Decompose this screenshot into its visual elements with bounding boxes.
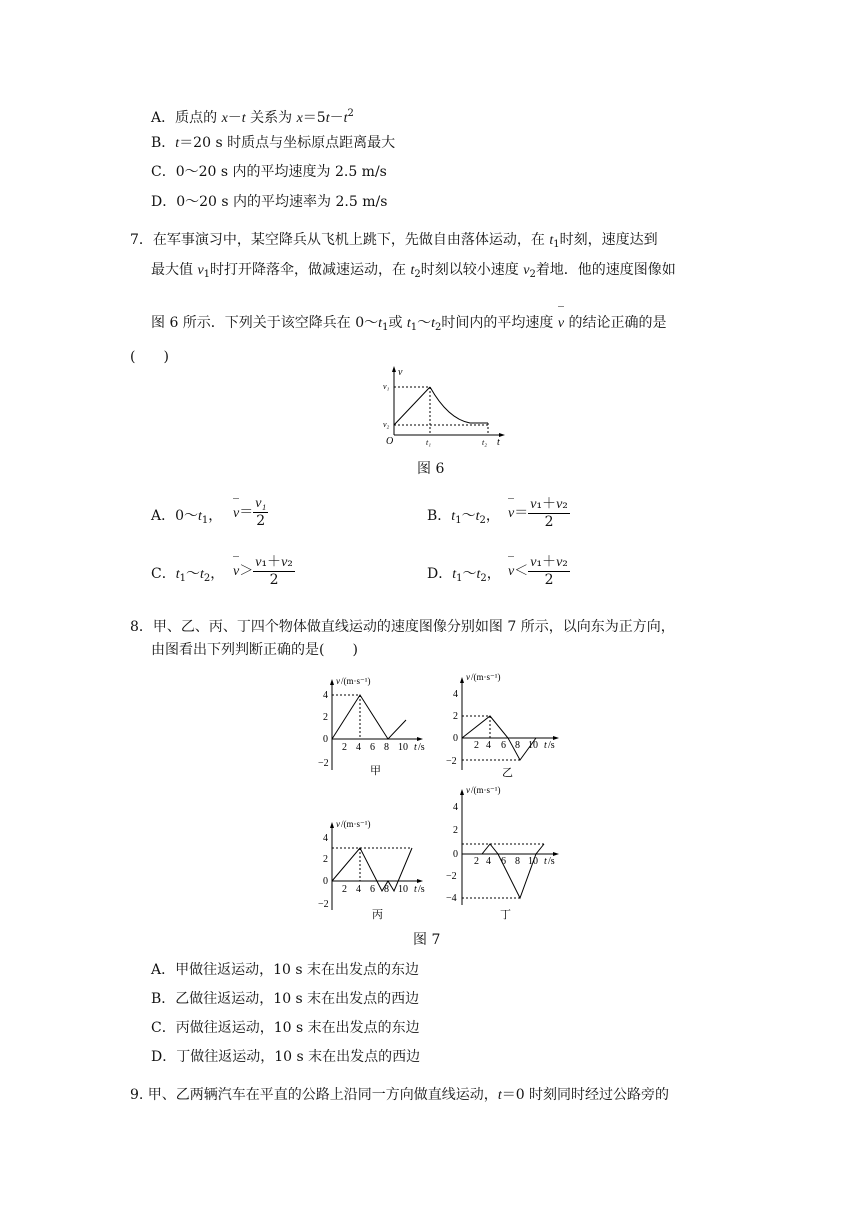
- svg-text:0: 0: [323, 734, 328, 745]
- svg-text:4: 4: [323, 690, 328, 701]
- q7-stem-line2: 最大值 $v_1$时打开降落伞，做减速运动，在 $t_2$时刻以较小速度 $v_2$着地．他的速度图像如: [151, 262, 676, 280]
- q8-stem-line1: 8．甲、乙、丙、丁四个物体做直线运动的速度图像分别如图 7 所示，以向东为正方向，: [130, 619, 675, 635]
- svg-text:0: 0: [323, 876, 328, 887]
- svg-text:t: t: [544, 740, 547, 751]
- graph-bing-label: 丙: [372, 909, 383, 921]
- q8-option-d: D．丁做往返运动，10 s 末在出发点的西边: [151, 1049, 421, 1065]
- graph-yi-label: 乙: [502, 767, 513, 779]
- svg-text:t₂: t₂: [482, 438, 488, 447]
- svg-text:2: 2: [474, 856, 479, 867]
- svg-text:2: 2: [342, 742, 347, 753]
- svg-text:v: v: [398, 367, 403, 378]
- svg-text:8: 8: [515, 856, 520, 867]
- svg-text:t₁: t₁: [426, 438, 432, 447]
- q8-option-a: A．甲做往返运动，10 s 末在出发点的东边: [151, 962, 420, 978]
- q7-stem-line3: 图 6 所示．下列关于该空降兵在 $0\sim t_1$或 $t_1\sim t_2$时间内的平均速度 v 的结论正确的是: [151, 315, 667, 333]
- svg-text:8: 8: [384, 742, 389, 753]
- svg-text:6: 6: [501, 740, 506, 751]
- svg-text:t: t: [497, 437, 500, 448]
- svg-text:8: 8: [384, 884, 389, 895]
- q7-option-a-expr: v＝ $\frac{\text{v₁}}{2}$: [233, 496, 267, 529]
- svg-text:t: t: [414, 884, 417, 895]
- svg-text:t: t: [544, 856, 547, 867]
- svg-text:/(m·s⁻¹): /(m·s⁻¹): [471, 672, 501, 682]
- svg-text:v: v: [336, 676, 340, 686]
- svg-text:10: 10: [528, 740, 538, 751]
- graph-jia: [318, 676, 425, 777]
- svg-text:O: O: [386, 436, 394, 447]
- svg-text:v₁: v₁: [383, 382, 390, 391]
- q8-stem-line2: 由图看出下列判断正确的是( ): [151, 642, 358, 658]
- svg-text:/(m·s⁻¹): /(m·s⁻¹): [341, 676, 371, 686]
- figure-7-caption: 图 7: [413, 932, 441, 948]
- svg-text:4: 4: [486, 740, 491, 751]
- svg-text:−2: −2: [446, 756, 457, 767]
- svg-text:/s: /s: [418, 884, 425, 895]
- svg-text:/(m·s⁻¹): /(m·s⁻¹): [341, 819, 371, 829]
- svg-text:4: 4: [323, 833, 328, 844]
- svg-text:4: 4: [486, 856, 491, 867]
- svg-text:−2: −2: [318, 899, 329, 910]
- svg-text:−2: −2: [446, 871, 457, 882]
- q6-option-c: C．0～20 s 内的平均速度为 2.5 m/s: [151, 164, 387, 180]
- svg-text:0: 0: [453, 733, 458, 744]
- graph-bing: [318, 819, 425, 921]
- graph-yi: [446, 672, 559, 779]
- svg-text:/s: /s: [548, 740, 555, 751]
- q7-option-d: D．$t_1\sim t_2$，: [427, 566, 501, 584]
- svg-text:2: 2: [453, 711, 458, 722]
- q8-option-b: B．乙做往返运动，10 s 末在出发点的西边: [151, 991, 420, 1007]
- svg-text:10: 10: [398, 742, 408, 753]
- q6-option-d: D．0～20 s 内的平均速率为 2.5 m/s: [151, 194, 388, 210]
- q6-option-b: B．t＝20 s 时质点与坐标原点距离最大: [151, 135, 396, 151]
- svg-text:2: 2: [453, 825, 458, 836]
- svg-text:4: 4: [453, 802, 458, 813]
- q7-paren: ( ): [130, 349, 169, 365]
- q7-option-b: B．$t_1\sim t_2$，: [427, 508, 500, 526]
- svg-text:t: t: [414, 742, 417, 753]
- q7-option-d-expr: v＜ $\frac{\text{v₁＋v₂}}{2}$: [508, 554, 568, 588]
- q8-option-c: C．丙做往返运动，10 s 末在出发点的东边: [151, 1020, 420, 1036]
- svg-text:−2: −2: [318, 758, 329, 769]
- svg-text:v: v: [336, 819, 340, 829]
- svg-text:0: 0: [453, 849, 458, 860]
- graph-ding: [446, 785, 559, 921]
- q7-option-c-expr: v＞ $\frac{\text{v₁＋v₂}}{2}$: [233, 554, 293, 588]
- svg-text:2: 2: [342, 884, 347, 895]
- svg-text:6: 6: [501, 856, 506, 867]
- svg-text:v: v: [466, 785, 470, 795]
- q6-option-a: A．质点的 x－t 关系为 $x=5t-t^2$: [151, 108, 354, 126]
- q7-option-b-expr: v＝ $\frac{\text{v₁＋v₂}}{2}$: [508, 496, 568, 530]
- figure-7-graphs: [310, 670, 580, 930]
- svg-text:4: 4: [356, 884, 361, 895]
- figure-6-graph: [380, 365, 510, 450]
- svg-text:10: 10: [398, 884, 408, 895]
- svg-text:/(m·s⁻¹): /(m·s⁻¹): [471, 785, 501, 795]
- svg-text:6: 6: [370, 884, 375, 895]
- svg-text:2: 2: [474, 740, 479, 751]
- q7-stem-line1: 7．在军事演习中，某空降兵从飞机上跳下，先做自由落体运动，在 $t_1$时刻，速度达到: [130, 232, 658, 250]
- svg-text:4: 4: [453, 689, 458, 700]
- svg-text:10: 10: [528, 856, 538, 867]
- svg-text:v₂: v₂: [383, 420, 390, 429]
- svg-text:v: v: [466, 672, 470, 682]
- graph-jia-label: 甲: [370, 765, 381, 777]
- svg-text:/s: /s: [548, 856, 555, 867]
- svg-text:6: 6: [370, 742, 375, 753]
- graph-ding-label: 丁: [500, 909, 511, 921]
- svg-text:8: 8: [515, 740, 520, 751]
- q9-stem-line1: 9. 甲、乙两辆汽车在平直的公路上沿同一方向做直线运动，t＝0 时刻同时经过公路旁的: [130, 1087, 670, 1103]
- svg-text:4: 4: [356, 742, 361, 753]
- svg-text:/s: /s: [418, 742, 425, 753]
- figure-6-caption: 图 6: [417, 461, 445, 477]
- svg-text:−4: −4: [446, 893, 457, 904]
- svg-text:2: 2: [323, 712, 328, 723]
- q7-option-a: A．$0\sim t_1$，: [151, 508, 223, 526]
- q7-option-c: C．$t_1\sim t_2$，: [151, 566, 225, 584]
- svg-text:2: 2: [323, 854, 328, 865]
